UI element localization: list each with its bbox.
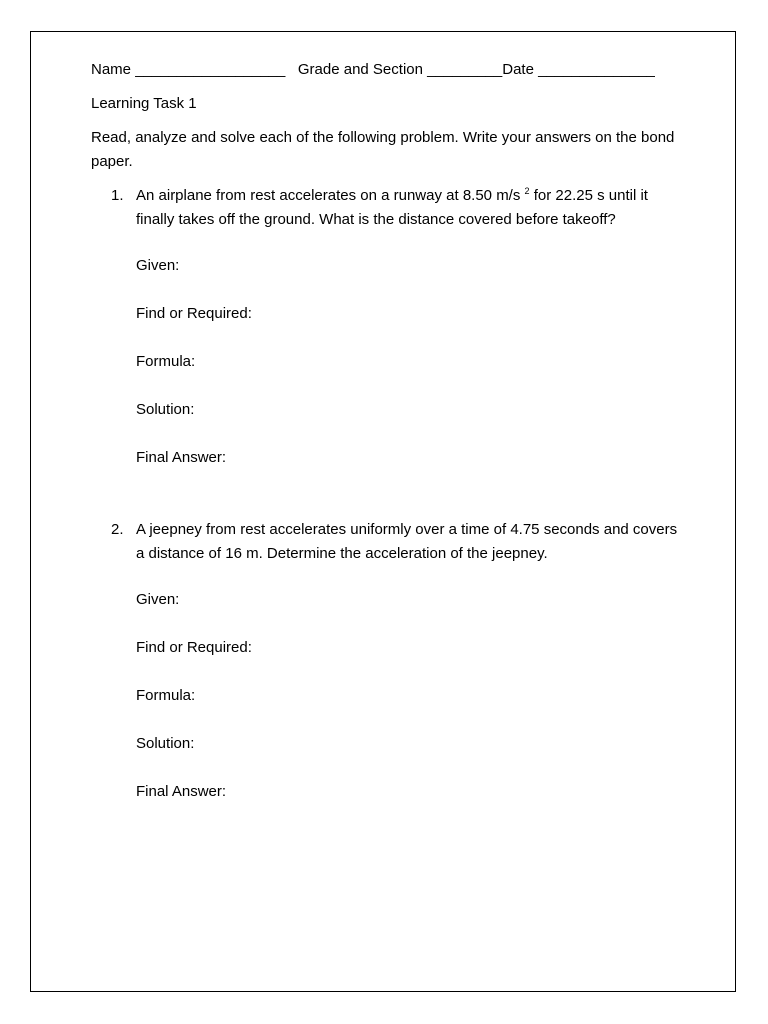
problem-number: 1. — [111, 187, 124, 204]
date-blank: ______________ — [538, 61, 655, 78]
find-required-label: Find or Required: — [136, 639, 252, 656]
problem-2 — [91, 518, 691, 804]
problem-text — [136, 184, 686, 232]
grade-section-blank: _________ — [427, 61, 503, 78]
solution-label: Solution: — [136, 735, 195, 752]
date-label: Date — [502, 61, 534, 78]
problem-text-part: for 22.25 s until it finally takes off the ground. What is the distance covered before takeoff? — [136, 187, 648, 228]
problem-1 — [91, 184, 691, 470]
formula-label: Formula: — [136, 353, 196, 370]
problem-text-part: An airplane from rest accelerates on a runway at 8.50 m/s — [136, 187, 525, 204]
solution-label: Solution: — [136, 401, 195, 418]
find-required-label: Find or Required: — [136, 305, 252, 322]
grade-section-label: Grade and Section — [297, 61, 423, 78]
problem-number: 2. — [111, 521, 124, 538]
given-label: Given: — [136, 591, 180, 608]
name-label: Name — [91, 61, 132, 78]
name-blank: __________________ — [135, 61, 286, 78]
final-answer-label: Final Answer: — [136, 449, 227, 466]
final-answer-label: Final Answer: — [136, 783, 227, 800]
problem-text: A jeepney from rest accelerates uniformly over a time of 4.75 seconds and covers a distance of 16 m. Determine the acceleration of the jeepney. — [136, 521, 678, 562]
formula-label: Formula: — [136, 687, 196, 704]
instructions: Read, analyze and solve each of the following problem. Write your answers on the bond paper. — [91, 129, 675, 170]
exponent: 2 — [524, 186, 530, 196]
given-label: Given: — [136, 257, 180, 274]
task-title: Learning Task 1 — [91, 95, 197, 112]
student-info-line — [91, 58, 691, 82]
worksheet — [91, 58, 691, 804]
